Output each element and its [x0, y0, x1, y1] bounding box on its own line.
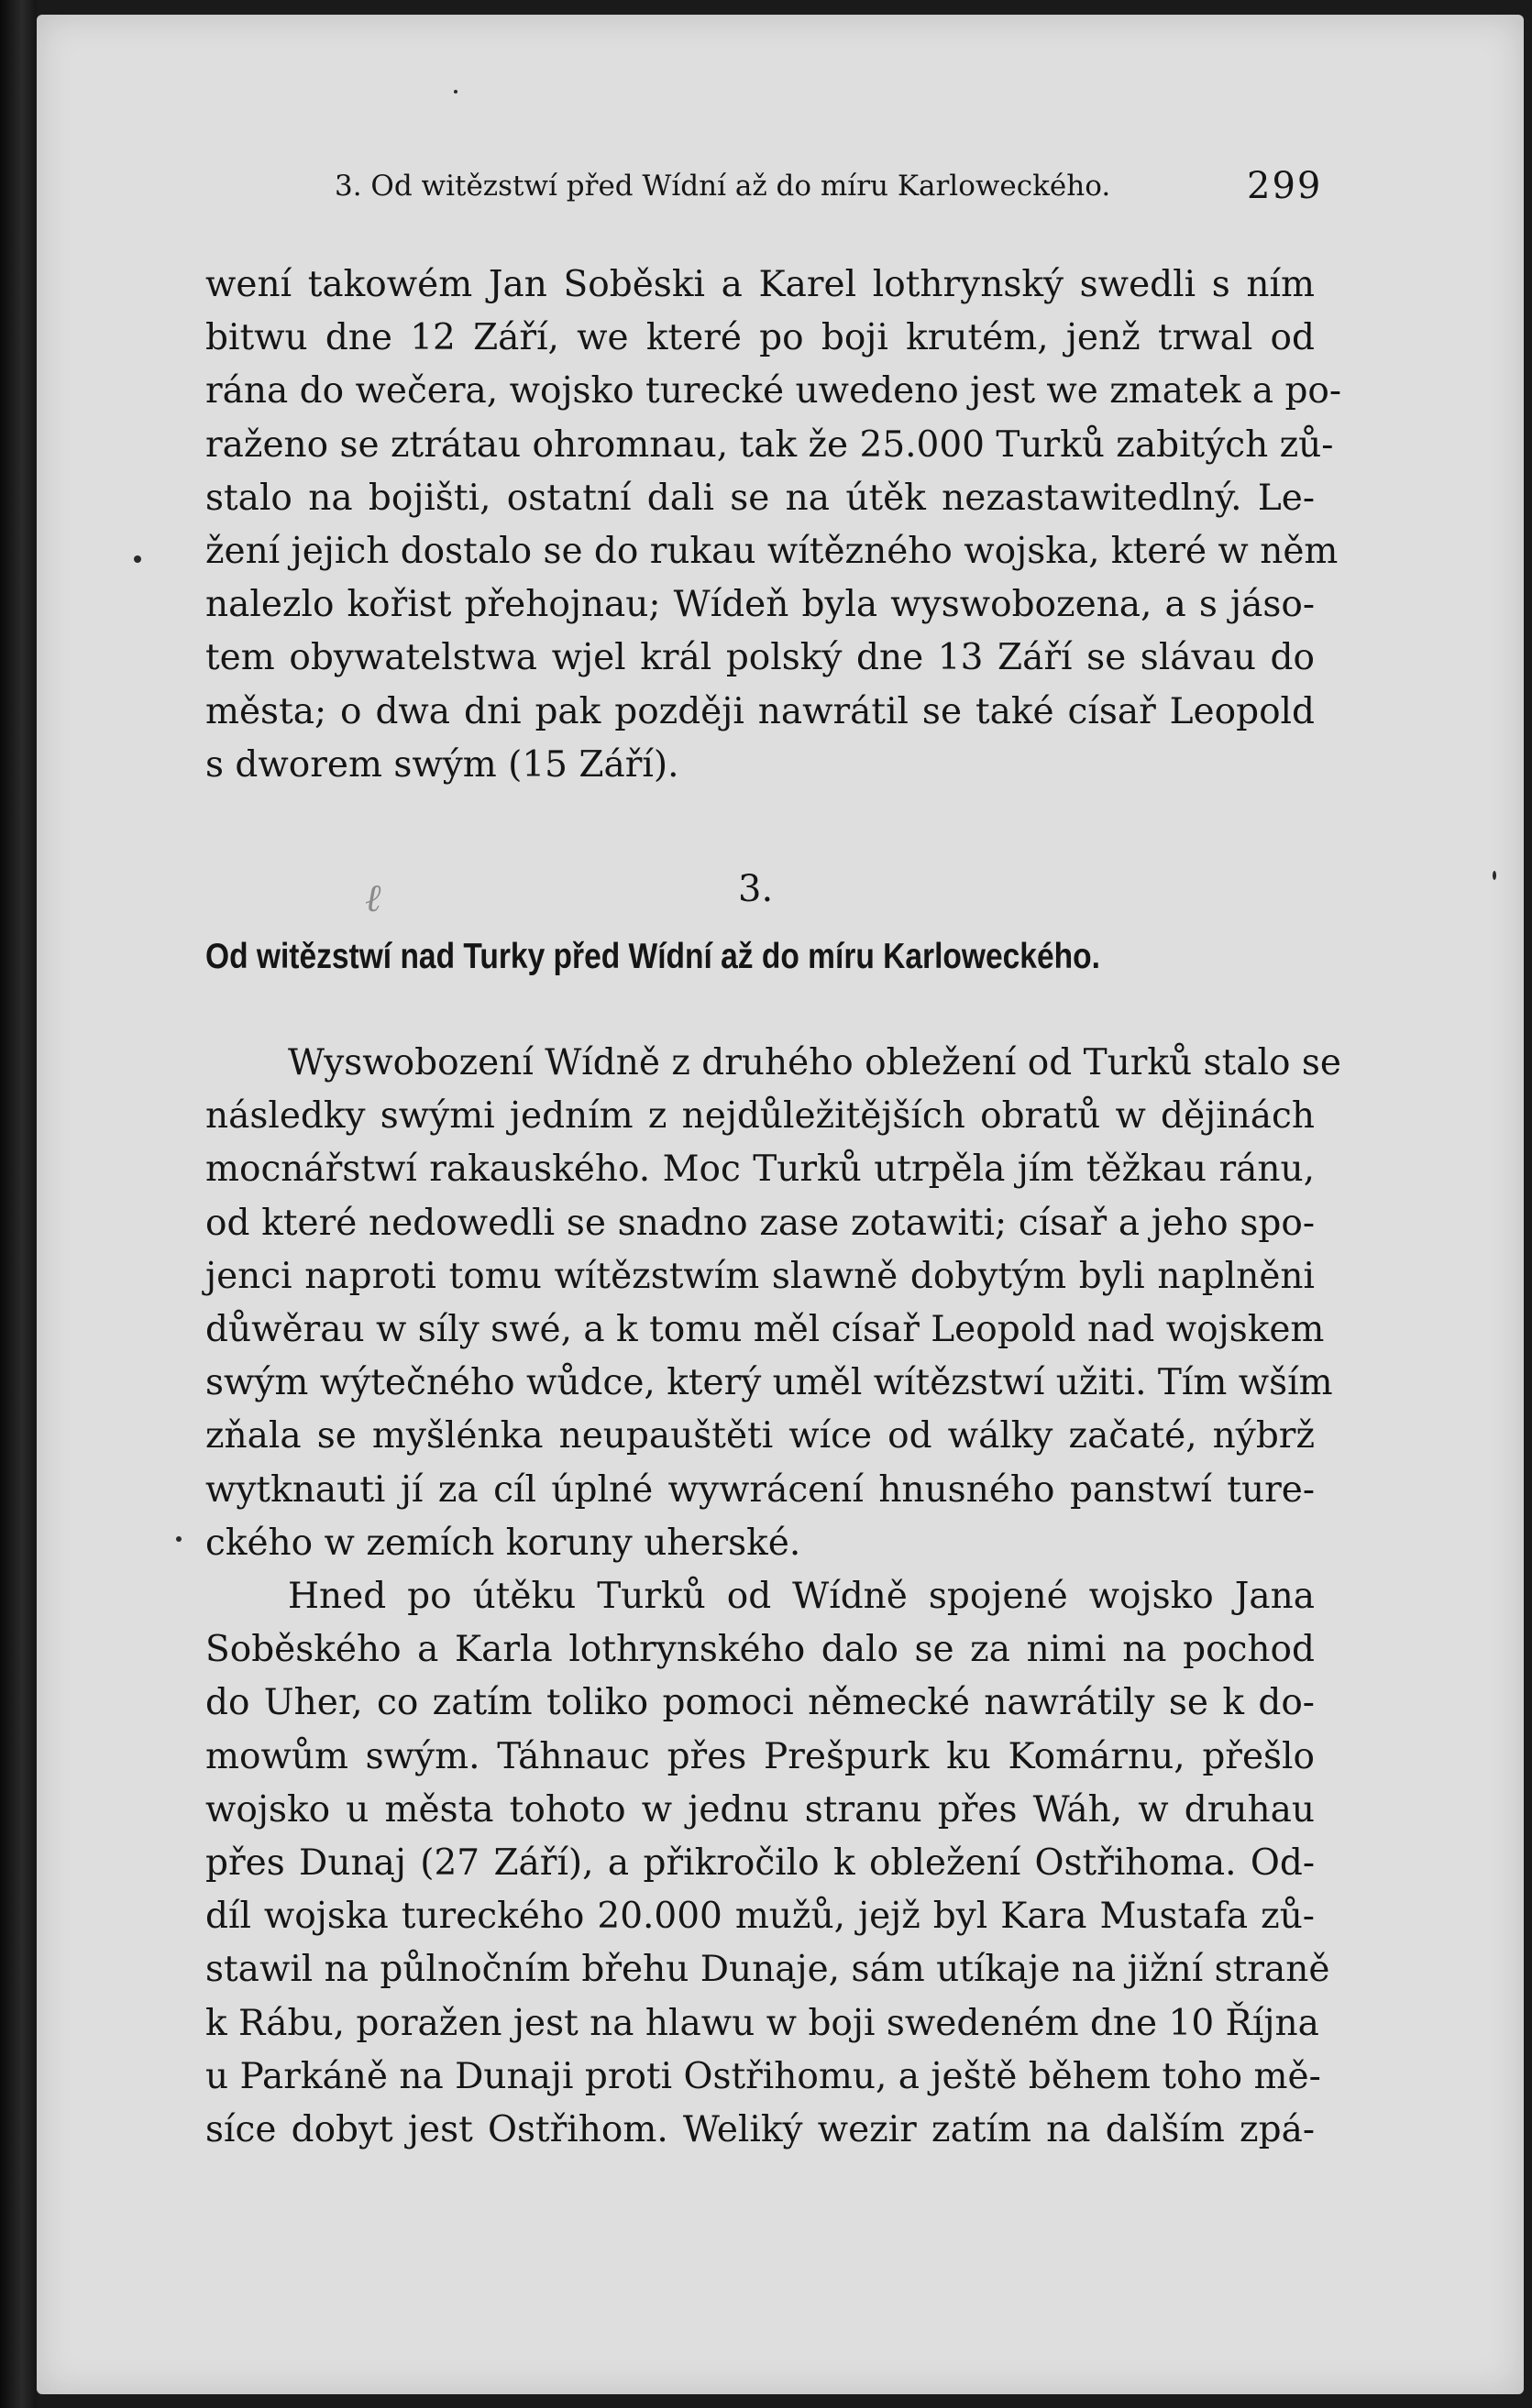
text-line: Soběského a Karla lothrynského dalo se za nimi na pochod — [205, 1629, 1315, 1671]
text-line: města; o dwa dni pak později nawrátil se také císař Leopold — [205, 690, 1315, 732]
text-line: díl wojska tureckého 20.000 mužů, jejž byl Kara Mustafa zů- — [205, 1896, 1315, 1938]
text-line: do Uher, co zatím toliko pomoci německé nawrátily se k do- — [205, 1682, 1315, 1724]
text-line: žení jejich dostalo se do rukau wítězného wojska, které w něm — [205, 530, 1339, 572]
text-line: raženo se ztrátau ohromnau, tak že 25.000 Turků zabitých zů- — [205, 423, 1334, 466]
text-line: stalo na bojišti, ostatní dali se na útěk nezastawitedlný. Le- — [205, 477, 1315, 519]
text-line: důwěrau w síly swé, a k tomu měl císař Leopold nad wojskem — [205, 1308, 1325, 1350]
text-line: nalezlo kořist přehojnau; Wídeň byla wyswobozena, a s jáso- — [205, 584, 1315, 626]
section-number: 3. — [738, 868, 774, 910]
paragraph-3 — [205, 1570, 1330, 2157]
text-line: k Rábu, poražen jest na hlawu w boji swedeném dne 10 Října — [205, 2002, 1319, 2044]
text-line: síce dobyt jest Ostřihom. Weliký wezir zatím na dalším zpá- — [205, 2108, 1315, 2150]
text-line: swým wýtečného wůdce, který uměl wítězstwí užiti. Tím wším — [205, 1362, 1333, 1404]
section-title: Od witězstwí nad Turky před Wídní až do míru Karloweckého. — [205, 937, 1100, 976]
text-line: stawil na půlnočním břehu Dunaje, sám utíkaje na jižní straně — [205, 1949, 1330, 1991]
text-line: přes Dunaj (27 Září), a přikročilo k obležení Ostřihoma. Od- — [205, 1842, 1315, 1884]
pencil-mark: ℓ — [365, 875, 381, 920]
text-line: zňala se myšlénka neupauštěti wíce od wálky začaté, nýbrž — [205, 1415, 1315, 1457]
text-line: Hned po útěku Turků od Wídně spojené wojsko Jana — [288, 1576, 1315, 1617]
text-line: tem obywatelstwa wjel král polský dne 13 Září se slávau do — [205, 637, 1315, 679]
text-line: wytknauti jí za cíl úplné wywrácení hnusného panstwí ture- — [205, 1468, 1315, 1511]
ink-speck — [454, 90, 457, 93]
book-spine-shadow — [0, 0, 37, 2408]
ink-speck — [1493, 871, 1496, 880]
text-line: následky swými jedním z nejdůležitějších obratů w dějinách — [205, 1095, 1315, 1138]
ink-speck — [134, 555, 141, 563]
running-head: 3. Od witězstwí před Wídní až do míru Karloweckého. — [335, 170, 1111, 203]
paragraph-1 — [205, 258, 1342, 792]
text-line: ckého w zemích koruny uherské. — [205, 1522, 801, 1564]
text-line: wení takowém Jan Soběski a Karel lothrynský swedli s ním — [205, 264, 1315, 305]
paragraph-2 — [205, 1037, 1341, 1570]
text-line: rána do wečera, wojsko turecké uwedeno jest we zmatek a po- — [205, 370, 1342, 412]
text-line: Wyswobození Wídně z druhého obležení od Turků stalo se — [288, 1042, 1341, 1083]
text-line: wojsko u města tohoto w jednu stranu přes Wáh, w druhau — [205, 1788, 1315, 1831]
text-line: mocnářstwí rakauského. Moc Turků utrpěla jím těžkau ránu, — [205, 1149, 1315, 1191]
ink-speck — [176, 1536, 182, 1542]
text-line: jenci naproti tomu wítězstwím slawně dobytým byli naplněni — [205, 1255, 1315, 1297]
text-line: u Parkáně na Dunaji proti Ostřihomu, a ještě během toho mě- — [205, 2055, 1321, 2097]
text-line: od které nedowedli se snadno zase zotawiti; císař a jeho spo- — [205, 1202, 1315, 1244]
text-line: mowům swým. Táhnauc přes Prešpurk ku Komárnu, přešlo — [205, 1735, 1315, 1777]
page-number: 299 — [1247, 165, 1323, 207]
text-line: bitwu dne 12 Září, we které po boji krutém, jenž trwal od — [205, 317, 1315, 359]
text-line: s dworem swým (15 Září). — [205, 743, 679, 786]
